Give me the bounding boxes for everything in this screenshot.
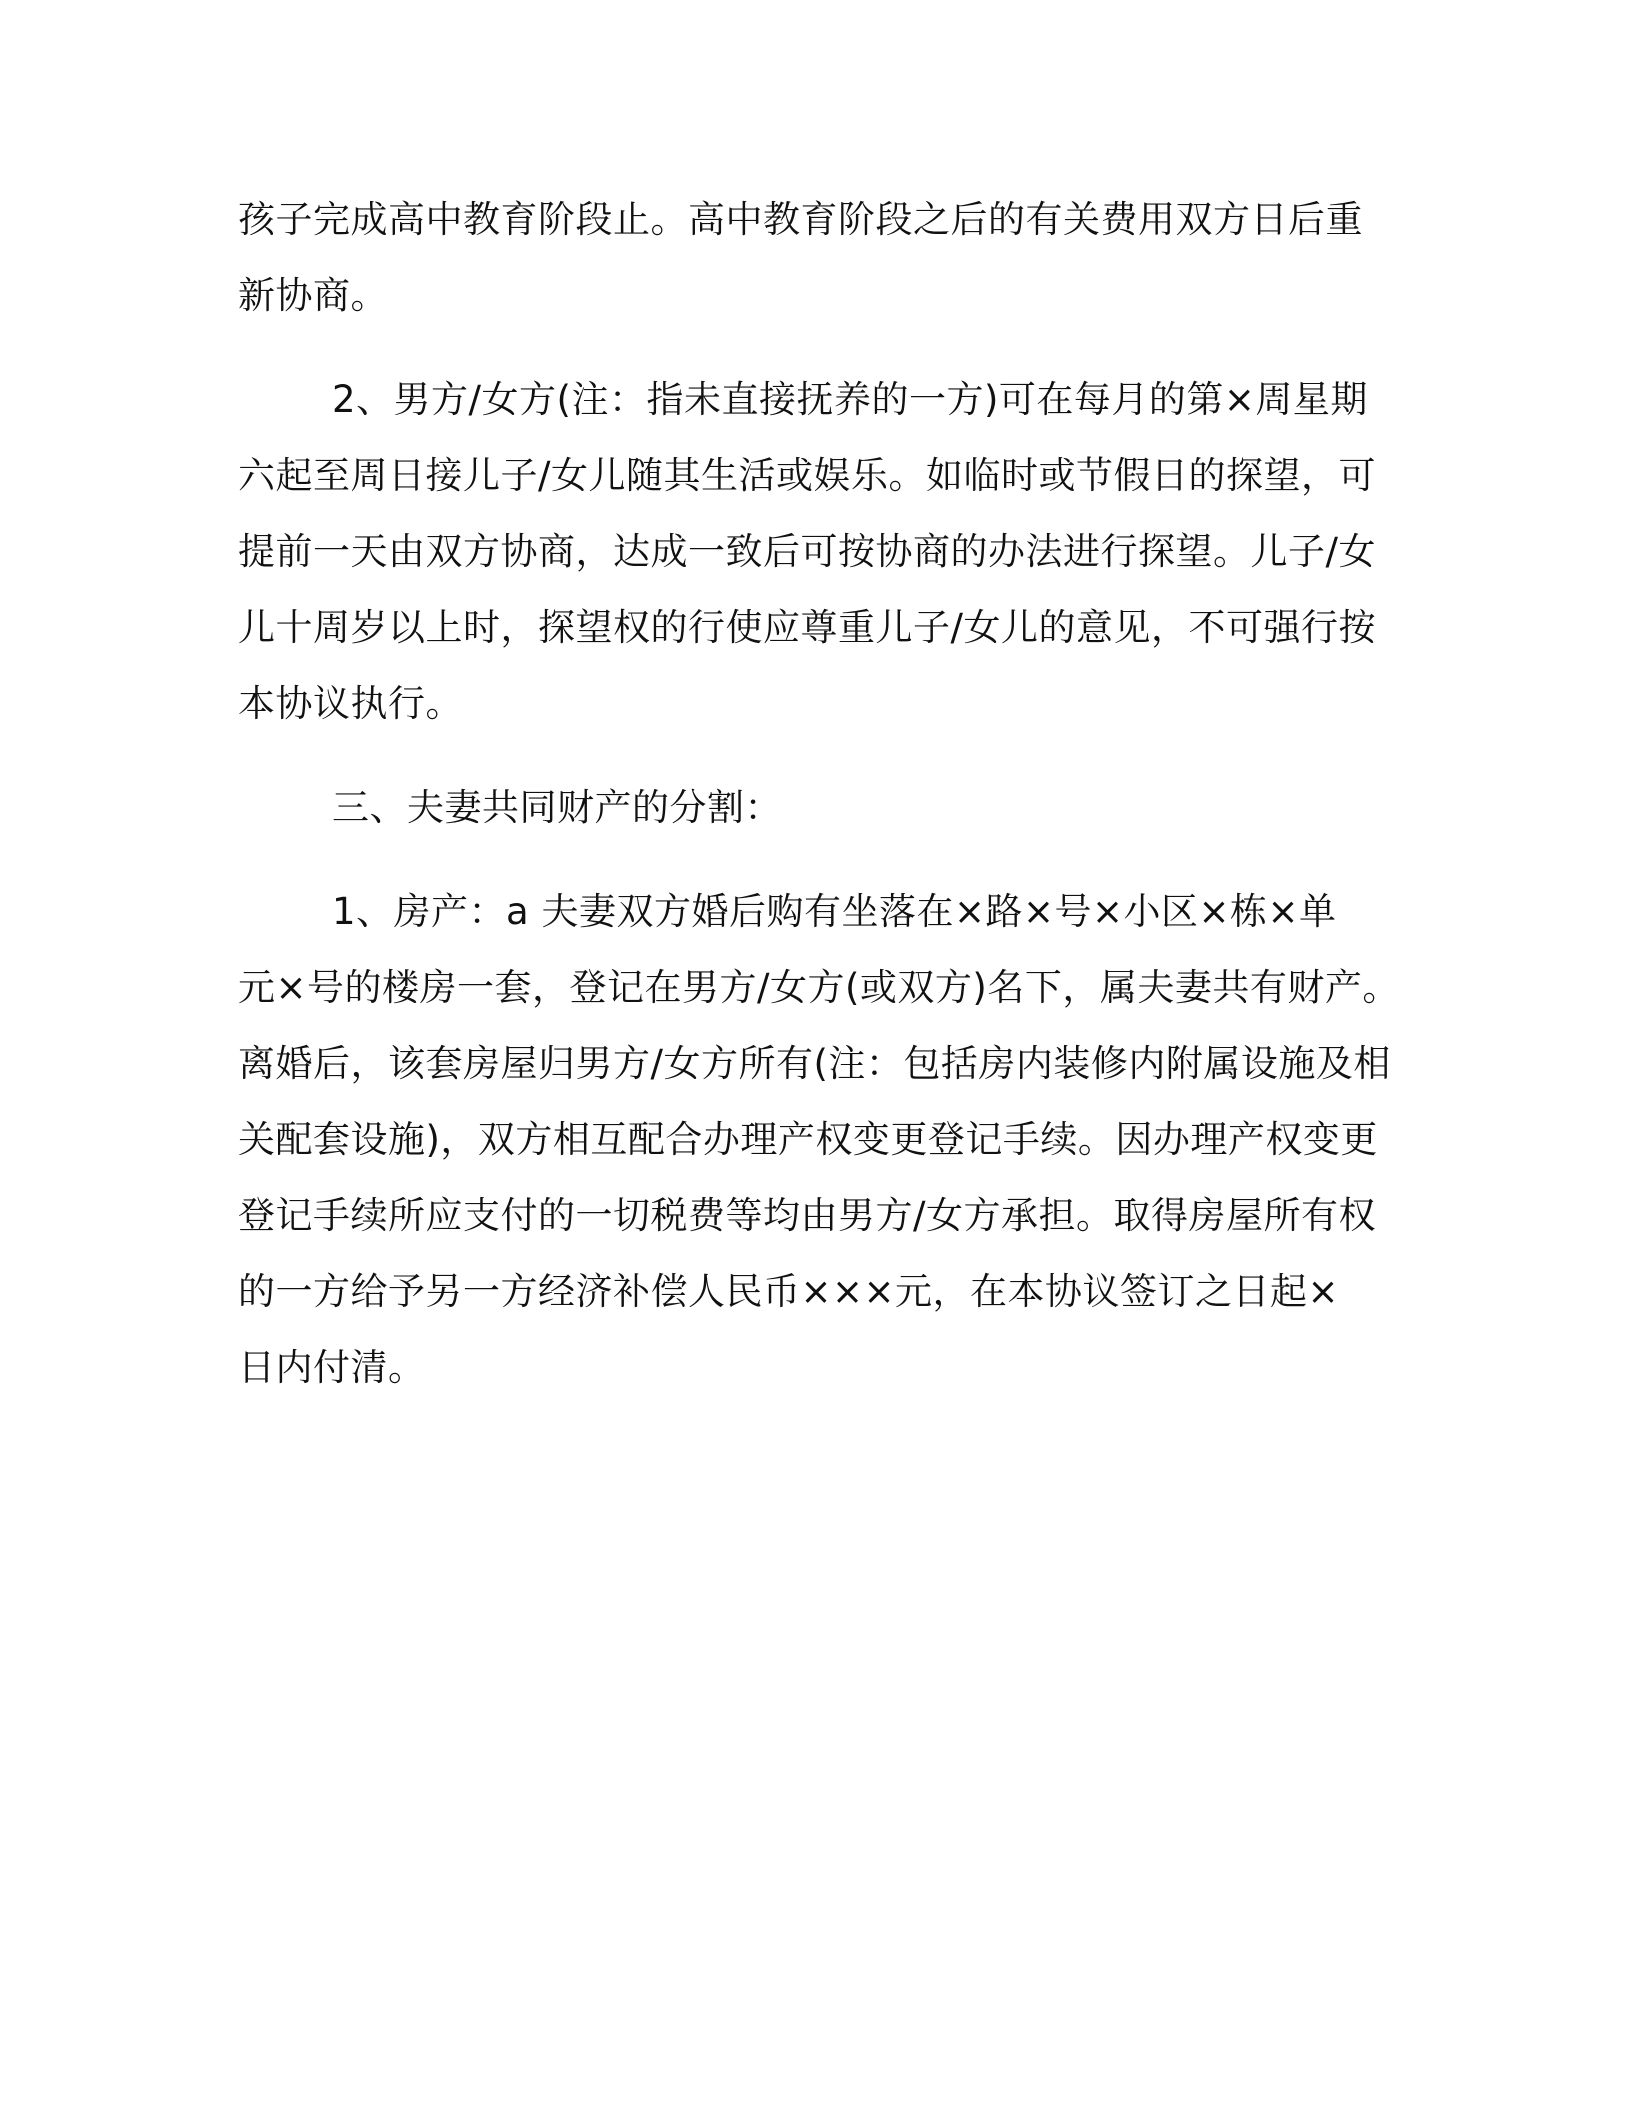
section-heading-property-division bbox=[238, 770, 1402, 846]
text-line: 的一方给予另一方经济补偿人民币×××元，在本协议签订之日起× bbox=[238, 1270, 1340, 1313]
text-line: 2、男方/女方(注：指未直接抚养的一方)可在每月的第×周星期 bbox=[332, 378, 1368, 421]
paragraph-visitation-rights bbox=[238, 362, 1402, 742]
text-line: 离婚后，该套房屋归男方/女方所有(注：包括房内装修内附属设施及相 bbox=[238, 1042, 1391, 1085]
text-line: 关配套设施)，双方相互配合办理产权变更登记手续。因办理产权变更 bbox=[238, 1118, 1378, 1161]
paragraph-real-estate bbox=[238, 874, 1402, 1406]
text-line: 提前一天由双方协商，达成一致后可按协商的办法进行探望。儿子/女 bbox=[238, 530, 1376, 573]
text-line: 1、房产：a 夫妻双方婚后购有坐落在×路×号×小区×栋×单 bbox=[332, 890, 1337, 933]
text-line: 登记手续所应支付的一切税费等均由男方/女方承担。取得房屋所有权 bbox=[238, 1194, 1376, 1237]
text-line: 儿十周岁以上时，探望权的行使应尊重儿子/女儿的意见，不可强行按 bbox=[238, 606, 1376, 649]
section-heading: 三、夫妻共同财产的分割： bbox=[332, 786, 782, 829]
text-line: 六起至周日接儿子/女儿随其生活或娱乐。如临时或节假日的探望，可 bbox=[238, 454, 1376, 497]
text-line: 日内付清。 bbox=[238, 1346, 426, 1389]
text-line: 元×号的楼房一套，登记在男方/女方(或双方)名下，属夫妻共有财产。 bbox=[238, 966, 1400, 1009]
text-line: 孩子完成高中教育阶段止。高中教育阶段之后的有关费用双方日后重 bbox=[238, 198, 1363, 241]
paragraph-education-costs bbox=[238, 182, 1402, 334]
document-body bbox=[238, 182, 1402, 1406]
text-line: 本协议执行。 bbox=[238, 682, 463, 725]
text-line: 新协商。 bbox=[238, 274, 388, 317]
